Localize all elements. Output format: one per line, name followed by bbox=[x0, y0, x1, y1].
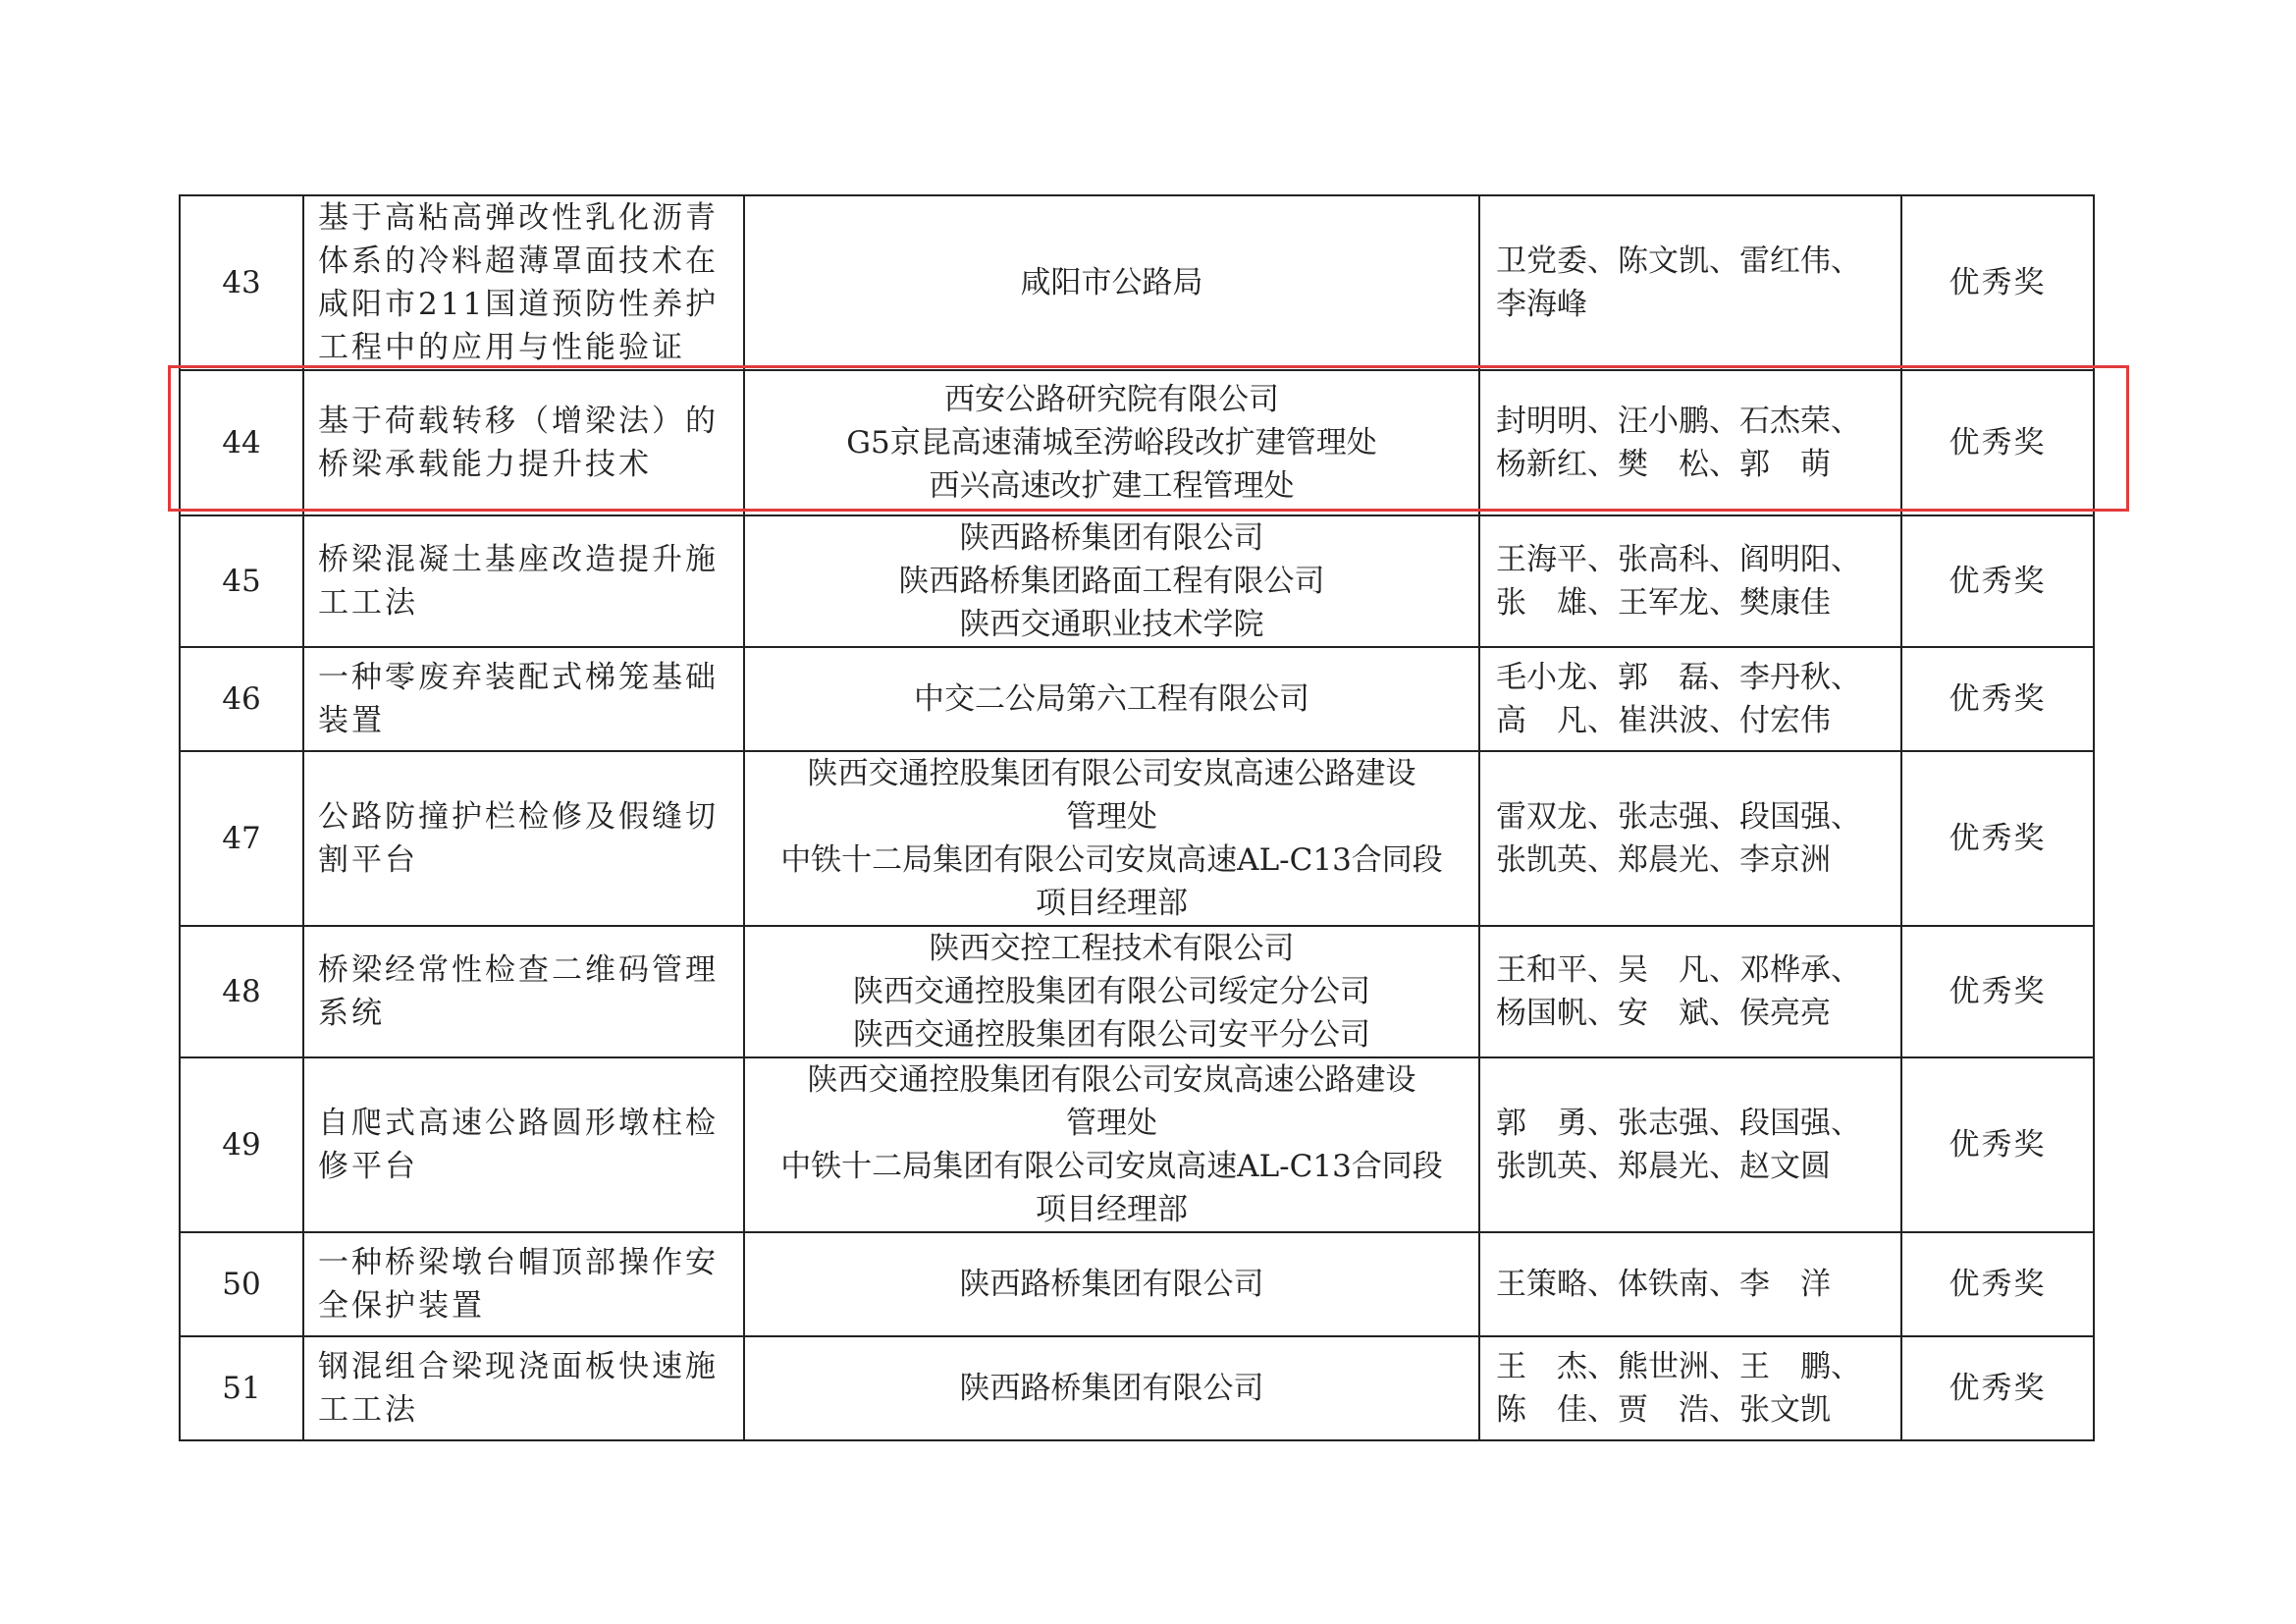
organization-line: 陕西交通控股集团有限公司安岚高速公路建设 bbox=[807, 1062, 1416, 1098]
people-cell bbox=[1479, 1057, 1901, 1232]
award-level: 优秀奖 bbox=[1901, 1057, 2094, 1232]
project-title: 钢混组合梁现浇面板快速施工工法 bbox=[318, 1349, 719, 1428]
award-level: 优秀奖 bbox=[1901, 1232, 2094, 1336]
people-line: 毛小龙、郭 磊、李丹秋、 bbox=[1496, 660, 1861, 695]
table-row bbox=[180, 1232, 2094, 1336]
row-number: 43 bbox=[180, 195, 303, 370]
row-number: 45 bbox=[180, 515, 303, 647]
project-title: 基于荷载转移（增梁法）的桥梁承载能力提升技术 bbox=[318, 404, 719, 482]
organization-line: G5京昆高速蒲城至涝峪段改扩建管理处 bbox=[846, 425, 1377, 460]
project-title-cell bbox=[303, 751, 744, 926]
people-line: 李海峰 bbox=[1496, 287, 1587, 322]
organizations-cell bbox=[744, 1232, 1479, 1336]
people-line: 张凯英、郑晨光、李京洲 bbox=[1496, 842, 1831, 878]
organization-line: 中铁十二局集团有限公司安岚高速AL-C13合同段 bbox=[780, 1149, 1443, 1184]
people-line: 卫党委、陈文凯、雷红伟、 bbox=[1496, 244, 1861, 279]
organizations-cell bbox=[744, 1336, 1479, 1440]
organization-line: 陕西交控工程技术有限公司 bbox=[929, 931, 1295, 966]
project-title: 一种零废弃装配式梯笼基础装置 bbox=[318, 660, 719, 738]
people-cell bbox=[1479, 370, 1901, 515]
project-title-cell bbox=[303, 370, 744, 515]
table-row bbox=[180, 1336, 2094, 1440]
people-cell bbox=[1479, 926, 1901, 1057]
people-line: 杨国帆、安 斌、侯亮亮 bbox=[1496, 996, 1831, 1031]
row-number: 49 bbox=[180, 1057, 303, 1232]
people-line: 雷双龙、张志强、段国强、 bbox=[1496, 799, 1861, 835]
award-level: 优秀奖 bbox=[1901, 926, 2094, 1057]
people-line: 张 雄、王军龙、樊康佳 bbox=[1496, 585, 1831, 621]
people-cell bbox=[1479, 1336, 1901, 1440]
people-line: 王 杰、熊世洲、王 鹏、 bbox=[1496, 1349, 1861, 1384]
organization-line: 项目经理部 bbox=[1036, 1192, 1188, 1227]
row-number: 50 bbox=[180, 1232, 303, 1336]
organization-line: 项目经理部 bbox=[1036, 886, 1188, 921]
award-level: 优秀奖 bbox=[1901, 195, 2094, 370]
organization-line: 陕西交通控股集团有限公司绥定分公司 bbox=[853, 974, 1370, 1009]
row-number: 46 bbox=[180, 647, 303, 751]
table-row bbox=[180, 647, 2094, 751]
organizations-cell bbox=[744, 751, 1479, 926]
organization-line: 陕西交通控股集团有限公司安平分公司 bbox=[853, 1017, 1370, 1053]
organizations-cell bbox=[744, 1057, 1479, 1232]
organization-line: 中铁十二局集团有限公司安岚高速AL-C13合同段 bbox=[780, 842, 1443, 878]
row-number: 51 bbox=[180, 1336, 303, 1440]
project-title: 自爬式高速公路圆形墩柱检修平台 bbox=[318, 1106, 719, 1184]
organization-line: 西兴高速改扩建工程管理处 bbox=[929, 468, 1295, 504]
project-title: 桥梁经常性检查二维码管理系统 bbox=[318, 952, 719, 1031]
organization-line: 西安公路研究院有限公司 bbox=[944, 382, 1279, 417]
award-level: 优秀奖 bbox=[1901, 751, 2094, 926]
row-number: 44 bbox=[180, 370, 303, 515]
project-title: 公路防撞护栏检修及假缝切割平台 bbox=[318, 799, 719, 878]
people-line: 陈 佳、贾 浩、张文凯 bbox=[1496, 1392, 1831, 1428]
project-title-cell bbox=[303, 1057, 744, 1232]
organization-line: 陕西交通职业技术学院 bbox=[959, 607, 1264, 642]
organizations-cell bbox=[744, 926, 1479, 1057]
row-number: 47 bbox=[180, 751, 303, 926]
organization-line: 管理处 bbox=[1066, 1106, 1157, 1141]
organizations-cell bbox=[744, 195, 1479, 370]
people-line: 王和平、吴 凡、邓桦承、 bbox=[1496, 952, 1861, 988]
project-title: 基于高粘高弹改性乳化沥青体系的冷料超薄罩面技术在咸阳市211国道预防性养护工程中的应用与性能验证 bbox=[318, 200, 720, 365]
project-title: 一种桥梁墩台帽顶部操作安全保护装置 bbox=[318, 1245, 719, 1324]
project-title-cell bbox=[303, 1336, 744, 1440]
project-title: 桥梁混凝土基座改造提升施工工法 bbox=[318, 542, 719, 621]
people-line: 杨新红、樊 松、郭 萌 bbox=[1496, 447, 1831, 482]
table-row bbox=[180, 751, 2094, 926]
people-line: 封明明、汪小鹏、石杰荣、 bbox=[1496, 404, 1861, 439]
table-row bbox=[180, 370, 2094, 515]
organization-line: 管理处 bbox=[1066, 799, 1157, 835]
award-level: 优秀奖 bbox=[1901, 1336, 2094, 1440]
project-title-cell bbox=[303, 195, 744, 370]
organization-line: 咸阳市公路局 bbox=[1020, 265, 1203, 300]
people-cell bbox=[1479, 647, 1901, 751]
people-cell bbox=[1479, 751, 1901, 926]
table-body bbox=[180, 195, 2094, 1440]
organization-line: 中交二公局第六工程有限公司 bbox=[914, 681, 1309, 717]
organization-line: 陕西路桥集团有限公司 bbox=[959, 1371, 1264, 1406]
project-title-cell bbox=[303, 647, 744, 751]
organization-line: 陕西路桥集团路面工程有限公司 bbox=[898, 564, 1325, 599]
project-title-cell bbox=[303, 1232, 744, 1336]
people-cell bbox=[1479, 1232, 1901, 1336]
people-cell bbox=[1479, 515, 1901, 647]
table-row bbox=[180, 515, 2094, 647]
organization-line: 陕西交通控股集团有限公司安岚高速公路建设 bbox=[807, 756, 1416, 791]
award-level: 优秀奖 bbox=[1901, 370, 2094, 515]
people-line: 王策略、体铁南、李 洋 bbox=[1496, 1267, 1831, 1302]
project-title-cell bbox=[303, 515, 744, 647]
people-line: 王海平、张高科、阎明阳、 bbox=[1496, 542, 1861, 577]
people-line: 郭 勇、张志强、段国强、 bbox=[1496, 1106, 1861, 1141]
people-cell bbox=[1479, 195, 1901, 370]
project-title-cell bbox=[303, 926, 744, 1057]
table-row bbox=[180, 926, 2094, 1057]
organizations-cell bbox=[744, 515, 1479, 647]
organization-line: 陕西路桥集团有限公司 bbox=[959, 1267, 1264, 1302]
award-level: 优秀奖 bbox=[1901, 515, 2094, 647]
table-row bbox=[180, 1057, 2094, 1232]
table-row bbox=[180, 195, 2094, 370]
organization-line: 陕西路桥集团有限公司 bbox=[959, 520, 1264, 556]
award-table bbox=[179, 194, 2095, 1441]
people-line: 高 凡、崔洪波、付宏伟 bbox=[1496, 703, 1831, 738]
award-level: 优秀奖 bbox=[1901, 647, 2094, 751]
people-line: 张凯英、郑晨光、赵文圆 bbox=[1496, 1149, 1831, 1184]
row-number: 48 bbox=[180, 926, 303, 1057]
organizations-cell bbox=[744, 370, 1479, 515]
organizations-cell bbox=[744, 647, 1479, 751]
